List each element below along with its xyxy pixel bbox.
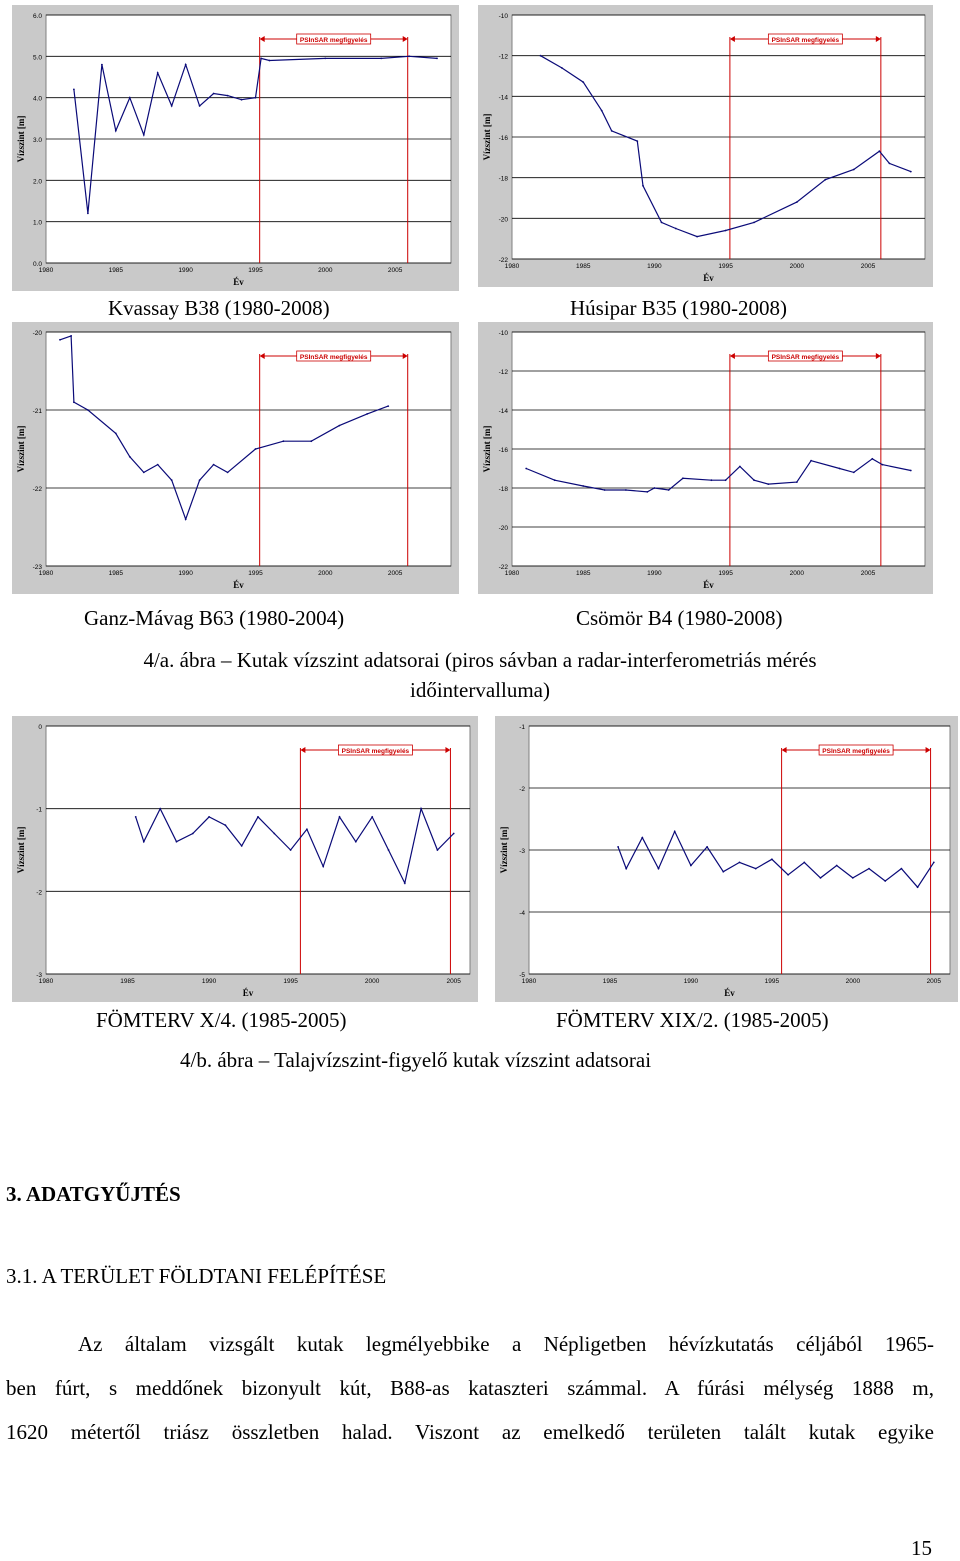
data-point bbox=[227, 472, 229, 474]
caption-fomterv-x4: FÖMTERV X/4. (1985-2005) bbox=[96, 1008, 347, 1032]
data-point bbox=[661, 222, 663, 224]
data-point bbox=[255, 97, 257, 99]
y-tick-label: -14 bbox=[498, 94, 508, 102]
data-point bbox=[171, 479, 173, 481]
data-point bbox=[646, 491, 648, 493]
y-axis-label: Vízszint [m] bbox=[16, 425, 26, 473]
band-label: PSInSAR megfigyelés bbox=[299, 354, 368, 361]
data-point bbox=[388, 849, 390, 851]
data-point bbox=[604, 489, 606, 491]
chart-kvassay-panel bbox=[12, 5, 459, 291]
data-point bbox=[739, 466, 741, 468]
y-tick-label: -20 bbox=[498, 525, 508, 532]
data-point bbox=[453, 833, 455, 835]
chart-kvassay bbox=[12, 5, 459, 291]
y-tick-label: -22 bbox=[32, 486, 42, 493]
data-point bbox=[739, 862, 741, 864]
y-axis-label: Vízszint [m] bbox=[16, 826, 26, 874]
x-tick-label: 2000 bbox=[318, 267, 333, 274]
data-point bbox=[129, 456, 131, 458]
section-subtitle: 3.1. A TERÜLET FÖLDTANI FELÉPÍTÉSE bbox=[6, 1264, 387, 1288]
chart-fomterv-x4 bbox=[12, 716, 478, 1002]
data-point bbox=[115, 130, 117, 132]
data-point bbox=[839, 468, 841, 470]
data-point bbox=[853, 472, 855, 474]
body-line-2: ben fúrt, s meddőnek bizonyult kút, B88-as kataszteri számmal. A fúrási mélység 1888 m, bbox=[6, 1376, 934, 1400]
data-point bbox=[625, 489, 627, 491]
chart-ganz bbox=[12, 322, 459, 594]
y-tick-label: -18 bbox=[498, 175, 508, 183]
data-point bbox=[157, 72, 159, 74]
x-tick-label: 1980 bbox=[504, 263, 520, 270]
caption-husipar: Húsipar B35 (1980-2008) bbox=[570, 296, 787, 320]
data-point bbox=[820, 877, 822, 879]
band-label: PSInSAR megfigyelés bbox=[822, 748, 890, 755]
data-point bbox=[910, 171, 912, 173]
y-tick-label: -23 bbox=[32, 564, 42, 571]
page-number: 15 bbox=[911, 1536, 932, 1560]
x-axis-label: Év bbox=[724, 988, 735, 998]
data-point bbox=[853, 169, 855, 171]
data-point bbox=[387, 405, 389, 407]
data-point bbox=[725, 479, 727, 481]
x-tick-label: 1995 bbox=[248, 267, 263, 274]
data-point bbox=[87, 213, 89, 215]
y-tick-label: -22 bbox=[498, 257, 508, 264]
data-point bbox=[540, 55, 542, 57]
data-point bbox=[338, 425, 340, 427]
data-point bbox=[324, 58, 326, 60]
data-point bbox=[185, 64, 187, 66]
chart-fomterv-xix2-panel bbox=[495, 716, 958, 1002]
y-tick-label: -3 bbox=[519, 848, 525, 855]
x-tick-label: 2000 bbox=[789, 570, 805, 577]
data-point bbox=[611, 130, 613, 132]
data-point bbox=[436, 58, 438, 60]
y-tick-label: -18 bbox=[498, 486, 508, 493]
x-tick-label: 1985 bbox=[120, 978, 135, 985]
data-point bbox=[213, 464, 215, 466]
x-tick-label: 1990 bbox=[647, 263, 662, 270]
data-point bbox=[755, 868, 757, 870]
data-point bbox=[420, 808, 422, 810]
x-tick-label: 2005 bbox=[387, 570, 403, 577]
data-point bbox=[901, 868, 903, 870]
x-tick-label: 1995 bbox=[764, 978, 780, 985]
figure-a-caption-line1: 4/a. ábra – Kutak vízszint adatsorai (piros sávban a radar-interferometriás mérés bbox=[143, 648, 817, 672]
data-point bbox=[213, 93, 215, 95]
data-point bbox=[87, 409, 89, 411]
y-axis-label: Vízszint [m] bbox=[499, 826, 509, 874]
y-axis-label: Vízszint [m] bbox=[16, 115, 26, 163]
data-point bbox=[674, 831, 676, 833]
chart-husipar-panel bbox=[478, 5, 933, 287]
data-point bbox=[115, 433, 117, 435]
data-point bbox=[868, 868, 870, 870]
x-tick-label: 2000 bbox=[318, 570, 333, 577]
data-point bbox=[796, 201, 798, 203]
y-tick-label: -5 bbox=[519, 972, 525, 979]
data-point bbox=[208, 816, 210, 818]
data-point bbox=[241, 99, 243, 101]
data-point bbox=[722, 871, 724, 873]
y-tick-label: -20 bbox=[32, 330, 42, 337]
data-point bbox=[824, 179, 826, 181]
data-point bbox=[889, 163, 891, 165]
x-tick-label: 1985 bbox=[602, 978, 618, 985]
x-tick-label: 1985 bbox=[108, 267, 124, 274]
data-point bbox=[884, 880, 886, 882]
chart-husipar bbox=[478, 5, 933, 287]
y-axis-label: Vízszint [m] bbox=[482, 113, 492, 161]
data-point bbox=[668, 489, 670, 491]
band-label: PSInSAR megfigyelés bbox=[341, 748, 410, 755]
data-point bbox=[696, 236, 698, 238]
data-point bbox=[199, 479, 201, 481]
x-tick-label: 1990 bbox=[647, 570, 662, 577]
data-point bbox=[322, 866, 324, 868]
x-axis-label: Év bbox=[233, 580, 244, 590]
caption-fomterv-xix2: FÖMTERV XIX/2. (1985-2005) bbox=[556, 1008, 829, 1032]
x-tick-label: 1985 bbox=[575, 570, 591, 577]
caption-csomor: Csömör B4 (1980-2008) bbox=[576, 606, 783, 630]
data-point bbox=[73, 89, 75, 91]
y-tick-label: -1 bbox=[36, 806, 42, 814]
data-point bbox=[101, 64, 103, 66]
data-point bbox=[917, 886, 919, 888]
y-tick-label: -2 bbox=[519, 786, 525, 793]
y-tick-label: -1 bbox=[519, 724, 525, 731]
data-point bbox=[810, 460, 812, 462]
x-tick-label: 2005 bbox=[860, 570, 876, 577]
data-point bbox=[771, 858, 773, 860]
x-tick-label: 1980 bbox=[521, 978, 537, 985]
data-point bbox=[554, 479, 556, 481]
y-tick-label: -14 bbox=[498, 408, 508, 415]
x-tick-label: 2000 bbox=[845, 978, 861, 985]
data-point bbox=[192, 833, 194, 835]
data-point bbox=[767, 483, 769, 485]
data-point bbox=[561, 67, 563, 69]
data-point bbox=[176, 841, 178, 843]
data-point bbox=[70, 335, 72, 337]
data-point bbox=[371, 816, 373, 818]
data-point bbox=[852, 877, 854, 879]
x-tick-label: 2005 bbox=[860, 263, 876, 270]
x-tick-label: 1980 bbox=[38, 570, 54, 577]
data-point bbox=[437, 849, 439, 851]
y-tick-label: 4.0 bbox=[32, 95, 42, 103]
y-tick-label: -21 bbox=[32, 408, 42, 415]
data-point bbox=[143, 134, 145, 136]
data-point bbox=[129, 97, 131, 99]
data-point bbox=[690, 865, 692, 867]
data-point bbox=[753, 479, 755, 481]
y-tick-label: -3 bbox=[36, 972, 42, 979]
data-point bbox=[260, 58, 262, 60]
data-point bbox=[525, 468, 527, 470]
x-tick-label: 1995 bbox=[248, 570, 263, 577]
x-tick-label: 2000 bbox=[364, 978, 380, 985]
x-tick-label: 1990 bbox=[201, 978, 217, 985]
data-point bbox=[871, 458, 873, 460]
data-point bbox=[273, 833, 275, 835]
data-point bbox=[582, 81, 584, 83]
x-tick-label: 1995 bbox=[283, 978, 298, 985]
chart-fomterv-x4-panel bbox=[12, 716, 478, 1002]
y-tick-label: 0.0 bbox=[32, 261, 42, 268]
x-tick-label: 2005 bbox=[926, 978, 942, 985]
data-point bbox=[290, 849, 292, 851]
x-tick-label: 1985 bbox=[108, 570, 124, 577]
x-tick-label: 1980 bbox=[504, 570, 520, 577]
data-point bbox=[711, 479, 713, 481]
y-tick-label: 0 bbox=[38, 724, 42, 731]
body-line-1: Az általam vizsgált kutak legmélyebbike a Népligetben hévízkutatás céljából 1965- bbox=[78, 1332, 934, 1356]
y-tick-label: 2.0 bbox=[32, 178, 42, 186]
data-point bbox=[227, 95, 229, 97]
y-tick-label: -2 bbox=[36, 889, 42, 897]
plot-area bbox=[46, 332, 451, 566]
data-point bbox=[355, 841, 357, 843]
band-label: PSInSAR megfigyelés bbox=[771, 354, 840, 361]
data-point bbox=[933, 862, 935, 864]
data-point bbox=[73, 401, 75, 403]
data-point bbox=[836, 865, 838, 867]
y-tick-label: -22 bbox=[498, 564, 508, 571]
data-point bbox=[269, 60, 271, 62]
x-axis-label: Év bbox=[242, 988, 254, 998]
chart-csomor bbox=[478, 322, 933, 594]
x-tick-label: 2000 bbox=[789, 263, 805, 270]
data-point bbox=[408, 55, 410, 57]
y-tick-label: -12 bbox=[498, 53, 508, 61]
data-point bbox=[725, 230, 727, 232]
data-point bbox=[135, 816, 137, 818]
x-tick-label: 1990 bbox=[178, 570, 193, 577]
body-line-3: 1620 métertől triász összletben halad. Viszont az emelkedő területen talált kutak egyike bbox=[6, 1420, 934, 1444]
x-tick-label: 2005 bbox=[446, 978, 461, 985]
chart-csomor-panel bbox=[478, 322, 933, 594]
data-point bbox=[171, 105, 173, 107]
x-tick-label: 2005 bbox=[387, 267, 403, 274]
data-point bbox=[682, 477, 684, 479]
data-point bbox=[796, 481, 798, 483]
data-point bbox=[641, 837, 643, 839]
data-point bbox=[157, 464, 159, 466]
data-point bbox=[636, 140, 638, 142]
figure-a-caption-line2: időintervalluma) bbox=[410, 678, 550, 702]
data-point bbox=[879, 150, 881, 152]
data-point bbox=[366, 413, 368, 415]
data-point bbox=[310, 440, 312, 442]
data-point bbox=[380, 58, 382, 60]
x-axis-label: Év bbox=[703, 580, 714, 590]
figure-b-caption: 4/b. ábra – Talajvízszint-figyelő kutak vízszint adatsorai bbox=[180, 1048, 652, 1072]
y-tick-label: -10 bbox=[498, 330, 508, 337]
data-point bbox=[881, 464, 883, 466]
y-tick-label: -20 bbox=[498, 216, 508, 224]
y-tick-label: 6.0 bbox=[32, 13, 42, 20]
x-tick-label: 1985 bbox=[575, 263, 591, 270]
data-point bbox=[185, 518, 187, 520]
data-point bbox=[241, 845, 243, 847]
chart-fomterv-xix2 bbox=[495, 716, 958, 1002]
band-label: PSInSAR megfigyelés bbox=[299, 37, 368, 44]
y-tick-label: 5.0 bbox=[32, 54, 42, 62]
data-point bbox=[225, 824, 227, 826]
x-axis-label: Év bbox=[703, 273, 714, 283]
y-tick-label: -10 bbox=[498, 13, 508, 20]
data-point bbox=[625, 868, 627, 870]
plot-area bbox=[46, 726, 470, 974]
y-axis-label: Vízszint [m] bbox=[482, 425, 492, 473]
x-tick-label: 1990 bbox=[683, 978, 699, 985]
data-point bbox=[159, 808, 161, 810]
body-paragraph bbox=[6, 1322, 934, 1454]
caption-kvassay: Kvassay B38 (1980-2008) bbox=[108, 296, 330, 320]
data-point bbox=[404, 882, 406, 884]
data-point bbox=[910, 470, 912, 472]
y-tick-label: -16 bbox=[498, 135, 508, 142]
data-point bbox=[59, 339, 61, 341]
data-point bbox=[675, 228, 677, 230]
data-point bbox=[654, 487, 656, 489]
data-point bbox=[143, 472, 145, 474]
band-label: PSInSAR megfigyelés bbox=[771, 37, 840, 44]
data-point bbox=[306, 828, 308, 830]
data-point bbox=[339, 816, 341, 818]
data-point bbox=[582, 485, 584, 487]
x-axis-label: Év bbox=[233, 277, 244, 287]
data-point bbox=[601, 110, 603, 112]
chart-ganz-panel bbox=[12, 322, 459, 594]
y-tick-label: 3.0 bbox=[32, 137, 42, 144]
x-tick-label: 1980 bbox=[38, 978, 54, 985]
x-tick-label: 1990 bbox=[178, 267, 193, 274]
caption-ganz: Ganz-Mávag B63 (1980-2004) bbox=[84, 606, 345, 630]
data-point bbox=[255, 448, 257, 450]
data-point bbox=[787, 874, 789, 876]
data-point bbox=[257, 816, 259, 818]
y-tick-label: -4 bbox=[519, 910, 525, 917]
data-point bbox=[143, 841, 145, 843]
y-tick-label: 1.0 bbox=[32, 219, 42, 227]
data-point bbox=[706, 846, 708, 848]
data-point bbox=[199, 105, 201, 107]
section-title: 3. ADATGYŰJTÉS bbox=[6, 1182, 181, 1206]
y-tick-label: -12 bbox=[498, 369, 508, 376]
data-point bbox=[753, 222, 755, 224]
data-point bbox=[283, 440, 285, 442]
data-point bbox=[803, 862, 805, 864]
x-tick-label: 1995 bbox=[718, 570, 733, 577]
data-point bbox=[658, 868, 660, 870]
x-tick-label: 1995 bbox=[718, 263, 733, 270]
data-point bbox=[617, 846, 619, 848]
y-tick-label: -16 bbox=[498, 447, 508, 454]
x-tick-label: 1980 bbox=[38, 267, 54, 274]
data-point bbox=[642, 185, 644, 187]
